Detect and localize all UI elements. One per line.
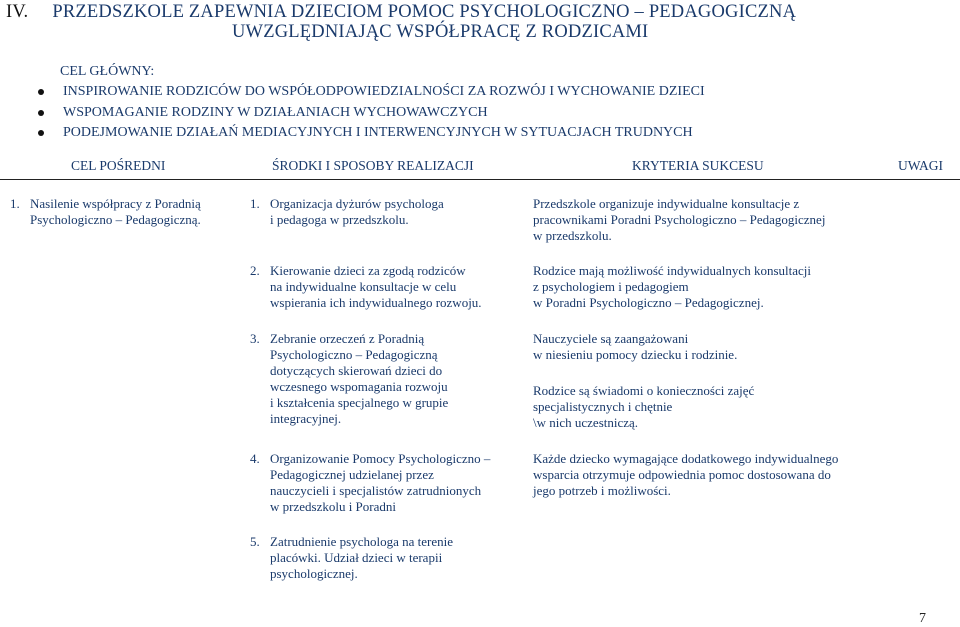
means-number: 5. bbox=[250, 534, 260, 549]
header-divider bbox=[0, 179, 960, 180]
means-number: 2. bbox=[250, 263, 260, 278]
means-line: Kierowanie dzieci za zgodą rodziców bbox=[270, 263, 466, 278]
criteria-line: specjalistycznych i chętnie bbox=[533, 399, 673, 414]
criteria-item bbox=[533, 331, 737, 363]
goal-number: 1. bbox=[10, 196, 20, 211]
means-line: i pedagoga w przedszkolu. bbox=[270, 212, 409, 227]
criteria-line: w niesieniu pomocy dziecku i rodzinie. bbox=[533, 347, 738, 362]
means-line: dotyczących skierowań dzieci do bbox=[270, 363, 443, 378]
criteria-line: Rodzice mają możliwość indywidualnych konsultacji bbox=[533, 263, 811, 278]
column-header-notes: UWAGI bbox=[898, 158, 943, 173]
means-number: 4. bbox=[250, 451, 260, 466]
main-goal-item: INSPIROWANIE RODZICÓW DO WSPÓŁODPOWIEDZIALNOŚCI ZA ROZWÓJ I WYCHOWANIE DZIECI bbox=[38, 82, 705, 103]
means-number: 3. bbox=[250, 331, 260, 346]
main-goal-item: PODEJMOWANIE DZIAŁAŃ MEDIACYJNYCH I INTERWENCYJNYCH W SYTUACJACH TRUDNYCH bbox=[38, 123, 705, 144]
criteria-line: Nauczyciele są zaangażowani bbox=[533, 331, 689, 346]
means-line: psychologicznej. bbox=[270, 566, 358, 581]
means-item bbox=[250, 331, 449, 427]
main-goal-list bbox=[38, 82, 705, 144]
criteria-line: z psychologiem i pedagogiem bbox=[533, 279, 689, 294]
criteria-line: jego potrzeb i możliwości. bbox=[533, 483, 671, 498]
means-line: Organizowanie Pomocy Psychologiczno – bbox=[270, 451, 491, 466]
column-header-success-criteria: KRYTERIA SUKCESU bbox=[632, 158, 764, 173]
criteria-item bbox=[533, 263, 811, 311]
intermediate-goal-cell bbox=[10, 196, 201, 228]
criteria-item bbox=[533, 383, 754, 431]
means-line: na indywidualne konsultacje w celu bbox=[270, 279, 457, 294]
heading-title-line-2: UWZGLĘDNIAJĄC WSPÓŁPRACĘ Z RODZICAMI bbox=[232, 22, 649, 42]
means-item bbox=[250, 196, 444, 228]
criteria-item bbox=[533, 451, 838, 499]
means-number: 1. bbox=[250, 196, 260, 211]
means-line: nauczycieli i specjalistów zatrudnionych bbox=[270, 483, 482, 498]
means-line: Pedagogicznej udzielanej przez bbox=[270, 467, 434, 482]
criteria-line: pracownikami Poradni Psychologiczno – Pedagogicznej bbox=[533, 212, 826, 227]
means-line: Organizacja dyżurów psychologa bbox=[270, 196, 444, 211]
means-line: Zatrudnienie psychologa na terenie bbox=[270, 534, 454, 549]
means-item bbox=[250, 263, 482, 311]
main-goal-title: CEL GŁÓWNY: bbox=[60, 64, 155, 79]
means-item bbox=[250, 451, 491, 515]
criteria-item bbox=[533, 196, 825, 244]
means-line: i kształcenia specjalnego w grupie bbox=[270, 395, 449, 410]
means-line: Psychologiczno – Pedagogiczną bbox=[270, 347, 438, 362]
goal-text-line: Psychologiczno – Pedagogiczną. bbox=[30, 212, 201, 227]
means-line: integracyjnej. bbox=[270, 411, 342, 426]
criteria-line: wsparcia otrzymuje odpowiednia pomoc dostosowana do bbox=[533, 467, 831, 482]
means-line: placówki. Udział dzieci w terapii bbox=[270, 550, 443, 565]
criteria-line: Każde dziecko wymagające dodatkowego indywidualnego bbox=[533, 451, 839, 466]
means-line: wczesnego wspomagania rozwoju bbox=[270, 379, 448, 394]
main-goal-item: WSPOMAGANIE RODZINY W DZIAŁANIACH WYCHOWAWCZYCH bbox=[38, 103, 705, 124]
heading-line-1 bbox=[6, 2, 796, 22]
criteria-line: w przedszkolu. bbox=[533, 228, 612, 243]
criteria-line: Przedszkole organizuje indywidualne konsultacje z bbox=[533, 196, 800, 211]
goal-text-line: Nasilenie współpracy z Poradnią bbox=[30, 196, 201, 211]
section-number: IV. bbox=[6, 2, 29, 22]
means-line: Zebranie orzeczeń z Poradnią bbox=[270, 331, 425, 346]
heading-title-line-1: PRZEDSZKOLE ZAPEWNIA DZIECIOM POMOC PSYCHOLOGICZNO – PEDAGOGICZNĄ bbox=[52, 2, 797, 22]
criteria-line: \w nich uczestniczą. bbox=[533, 415, 639, 430]
column-header-means: ŚRODKI I SPOSOBY REALIZACJI bbox=[272, 158, 474, 173]
page-number: 7 bbox=[919, 611, 926, 626]
means-line: wspierania ich indywidualnego rozwoju. bbox=[270, 295, 482, 310]
criteria-line: Rodzice są świadomi o konieczności zajęć bbox=[533, 383, 755, 398]
criteria-line: w Poradni Psychologiczno – Pedagogicznej. bbox=[533, 295, 764, 310]
means-item bbox=[250, 534, 454, 582]
means-line: w przedszkolu i Poradni bbox=[270, 499, 397, 514]
column-header-intermediate-goal: CEL POŚREDNI bbox=[71, 158, 166, 173]
